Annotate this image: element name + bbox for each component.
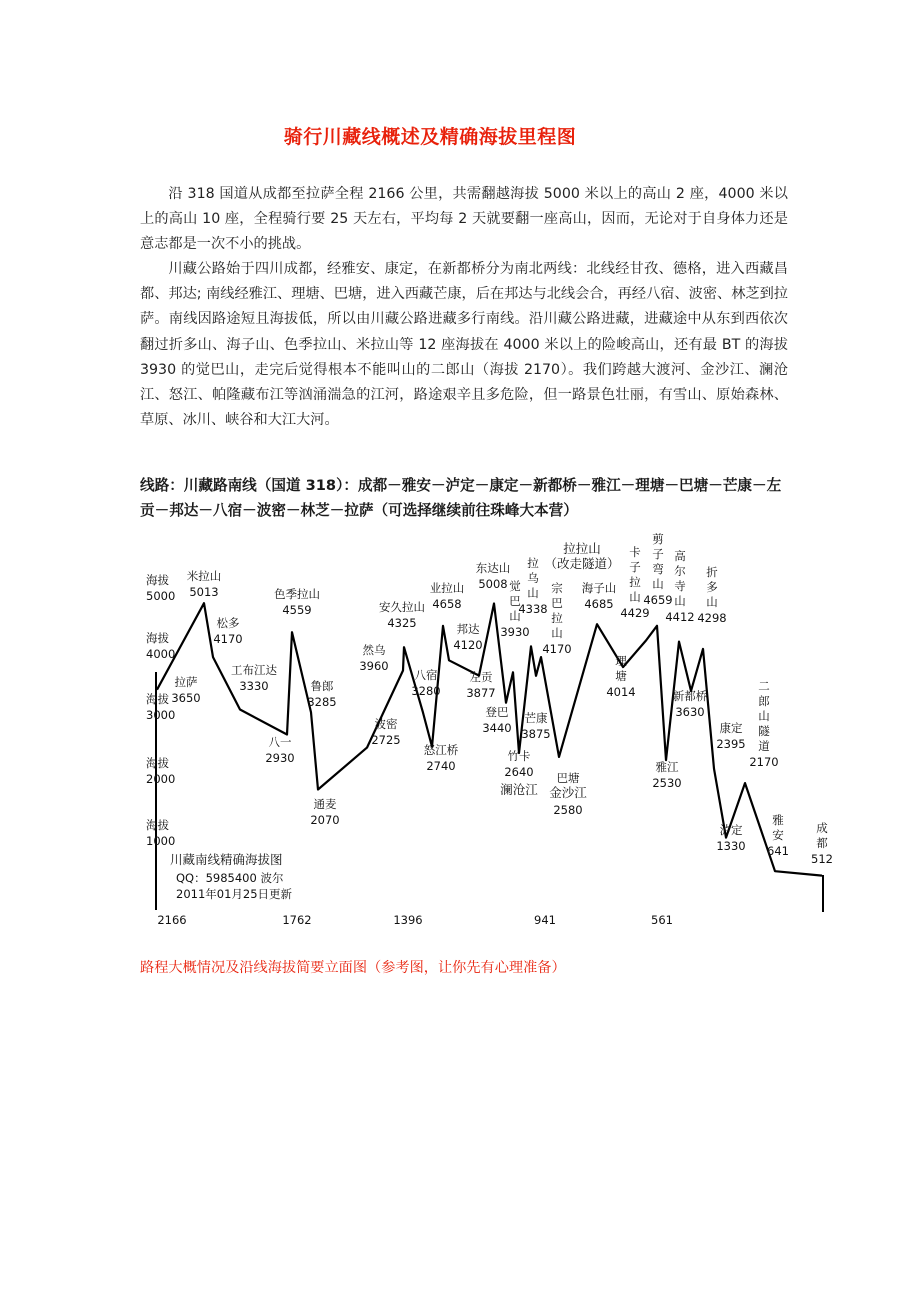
point-elevation: 3877 [466, 686, 496, 700]
point-label-bayi [265, 735, 294, 765]
point-label-ranwu [359, 643, 388, 673]
point-elevation: 2740 [426, 759, 456, 773]
point-name-char: 巴 [509, 594, 521, 608]
point-elevation: 5008 [478, 577, 508, 591]
point-elevation: 5013 [189, 585, 219, 599]
point-name-char: 拉 [527, 556, 539, 570]
batang-elevation: 2580 [553, 803, 583, 817]
point-label-lasa [171, 675, 200, 705]
point-elevation: 1330 [716, 839, 746, 853]
vertical-label-kazi [620, 545, 649, 620]
point-elevation: 3960 [359, 659, 389, 673]
x-tick-label: 1396 [393, 913, 423, 927]
point-name-char: 山 [527, 586, 539, 600]
article-body [140, 182, 788, 433]
point-name: 通麦 [313, 797, 337, 811]
point-name-char: 都 [816, 836, 828, 850]
vertical-label-erlang [749, 679, 778, 769]
point-name-char: 子 [652, 547, 664, 561]
point-elevation: 2640 [504, 765, 534, 779]
point-elevation: 4559 [282, 603, 312, 617]
y-tick-label: 海拔 [146, 692, 169, 706]
point-label-mangkang [521, 711, 550, 741]
point-name: 鲁郎 [310, 679, 334, 693]
point-name-char: 乌 [527, 571, 539, 585]
point-elevation: 4429 [620, 606, 650, 620]
annotation-lancangjiang: 澜沧江 [500, 782, 538, 797]
x-tick-label: 2166 [157, 913, 187, 927]
point-name: 芒康 [524, 711, 548, 725]
point-elevation: 2930 [265, 751, 295, 765]
point-elevation: 3930 [500, 625, 530, 639]
point-name: 左贡 [469, 670, 493, 684]
point-name: 波密 [374, 717, 398, 731]
y-tick-label: 海拔 [146, 756, 169, 770]
y-tick-value: 4000 [146, 647, 176, 661]
point-name: 然乌 [362, 643, 386, 657]
point-name-char: 巴 [551, 596, 563, 610]
y-tick-label: 海拔 [146, 631, 169, 645]
point-label-luding [716, 823, 745, 853]
point-name: 东达山 [475, 561, 511, 575]
y-tick-value: 1000 [146, 834, 176, 848]
point-label-batang [557, 771, 580, 785]
vertical-label-litang [606, 654, 635, 699]
y-axis-ticks [146, 573, 175, 848]
point-label-nujiang [424, 743, 459, 773]
point-label-bomi [371, 717, 400, 747]
point-name-char: 二 [758, 679, 770, 693]
point-name: 登巴 [485, 705, 509, 719]
point-elevation: 2395 [716, 737, 746, 751]
paragraph-route-detail: 川藏公路始于四川成都，经雅安、康定，在新都桥分为南北两线：北线经甘孜、德格，进入西藏昌都、邦达; 南线经雅江、理塘、巴塘，进入西藏芒康，后在邦达与北线会合，再经八宿、波密、林芝到拉萨。南线因路途短且海拔低，所以由川藏公路进藏多行南线。沿川藏公路进藏，进藏途中从东到西依次翻过折多山、海子山、色季拉山、米拉山等 12 座海拔在 4000 米以上的险峻高山，还有最 BT 的海拔 3930 的觉巴山，走完后觉得根本不能叫山的二郎山（海拔 2170）。我们跨越大渡河、金沙江、澜沧江、怒江、帕隆藏布江等汹涌湍急的江河，路途艰辛且多危险，但一路景色壮丽，有雪山、原始森林、草原、冰川、峡谷和大江大河。 [140, 261, 788, 428]
x-axis-ticks [157, 913, 673, 927]
point-label-yajiang [652, 760, 681, 790]
point-name-char: 寺 [674, 579, 686, 593]
point-name: 泸定 [719, 823, 743, 837]
point-elevation: 3440 [482, 721, 512, 735]
point-elevation: 641 [767, 844, 789, 858]
point-name-char: 雅 [772, 813, 784, 827]
point-name-char: 山 [509, 609, 521, 623]
point-label-songduo [213, 616, 242, 646]
point-elevation: 3875 [521, 727, 551, 741]
point-label-kangding [716, 721, 745, 751]
point-name: 巴塘 [556, 771, 580, 785]
point-name: 拉萨 [174, 675, 198, 689]
point-elevation: 512 [811, 852, 833, 866]
route-summary [140, 473, 790, 523]
point-name-char: 拉 [629, 575, 641, 589]
point-name-char: 多 [706, 580, 718, 594]
point-elevation: 4685 [584, 597, 614, 611]
point-name: 海子山 [581, 581, 617, 595]
point-elevation: 3285 [307, 695, 337, 709]
point-name: 雅江 [655, 760, 679, 774]
point-elevation: 2170 [749, 755, 779, 769]
point-label-gongbu [231, 663, 277, 693]
vertical-label-chengdu [811, 821, 833, 866]
point-name-char: 尔 [674, 564, 686, 578]
elevation-profile-chart [142, 532, 842, 932]
vertical-label-zheduo [697, 565, 726, 625]
vertical-label-yaan [767, 813, 789, 858]
chart-credit-qq: QQ：5985400 波尔 [176, 871, 284, 885]
point-name: 安久拉山 [379, 600, 425, 614]
point-elevation: 2725 [371, 733, 401, 747]
point-name: 松多 [216, 616, 240, 630]
point-label-seji [274, 587, 320, 617]
point-name-char: 卡 [629, 545, 641, 559]
y-tick-value: 2000 [146, 772, 176, 786]
point-name: 八宿 [414, 668, 438, 682]
point-elevation: 4170 [542, 642, 572, 656]
point-name: 邦达 [456, 622, 480, 636]
point-name-char: 山 [652, 577, 664, 591]
point-label-dongda [476, 561, 511, 591]
vertical-label-jianzi [643, 532, 672, 607]
vertical-label-gaoer [665, 549, 694, 624]
point-name-char: 弯 [652, 562, 664, 576]
y-tick-value: 3000 [146, 708, 176, 722]
point-elevation: 3650 [171, 691, 201, 705]
point-elevation: 4298 [697, 611, 727, 625]
y-tick-value: 5000 [146, 589, 176, 603]
point-name-char: 理 [615, 654, 627, 668]
x-tick-label: 941 [534, 913, 556, 927]
point-name-char: 山 [629, 590, 641, 604]
point-name-char: 隧 [758, 724, 770, 738]
point-label-anjiu [379, 600, 425, 630]
point-name: 竹卡 [507, 749, 531, 763]
vertical-point-labels [500, 532, 833, 866]
point-label-milashan [187, 569, 222, 599]
paragraph-overview: 沿 318 国道从成都至拉萨全程 2166 公里，共需翻越海拔 5000 米以上的高山 2 座，4000 米以上的高山 10 座，全程骑行要 25 天左右，平均每 2 天就要翻一座高山，因而，无论对于自身体力还是意志都是一次不小的挑战。 [140, 186, 788, 253]
point-name-char: 山 [706, 595, 718, 609]
point-elevation: 3280 [411, 684, 441, 698]
point-name-char: 道 [758, 739, 770, 753]
point-name-char: 高 [674, 549, 686, 563]
point-name-char: 剪 [652, 532, 664, 546]
point-label-lulang [307, 679, 336, 709]
point-label-zhuka [504, 749, 533, 779]
point-name: 业拉山 [429, 581, 465, 595]
annotation-jinshajiang: 金沙江 [549, 785, 587, 800]
point-name: 色季拉山 [274, 587, 320, 601]
route-stops: 成都－雅安－泸定－康定－新都桥－雅江－理塘－巴塘－芒康－左贡－邦达－八宿－波密－林芝－拉萨（可选择继续前往珠峰大本营） [140, 477, 782, 519]
point-elevation: 4325 [387, 616, 417, 630]
y-tick-label: 海拔 [146, 573, 169, 587]
chart-credit-date: 2011年01月25日更新 [176, 887, 293, 901]
point-label-xinduqiao [673, 689, 708, 719]
point-name-char: 安 [772, 828, 784, 842]
point-name-char: 成 [816, 821, 828, 835]
annotation-lalashan: 拉拉山 [563, 541, 601, 556]
route-label: 线路：川藏路南线（国道 318）： [140, 477, 358, 494]
point-label-haizi [582, 581, 617, 611]
point-name: 新都桥 [672, 689, 708, 703]
point-elevation: 4659 [643, 593, 673, 607]
x-tick-label: 561 [651, 913, 673, 927]
point-elevation: 2530 [652, 776, 682, 790]
point-name-char: 山 [551, 626, 563, 640]
point-elevation: 4338 [518, 602, 548, 616]
point-name-char: 子 [629, 560, 641, 574]
point-name-char: 塘 [615, 669, 627, 683]
point-name: 八一 [268, 735, 292, 749]
point-elevation: 4658 [432, 597, 462, 611]
annotation-tunnel: （改走隧道） [544, 556, 620, 571]
point-elevation: 3330 [239, 679, 269, 693]
point-elevation: 4170 [213, 632, 243, 646]
chart-title: 川藏南线精确海拔图 [170, 852, 283, 867]
vertical-label-lawu [518, 556, 547, 616]
point-name-char: 拉 [551, 611, 563, 625]
point-label-basu [411, 668, 440, 698]
point-elevation: 2070 [310, 813, 340, 827]
y-tick-label: 海拔 [146, 818, 169, 832]
point-elevation: 4412 [665, 610, 695, 624]
point-name: 康定 [719, 721, 743, 735]
x-tick-label: 1762 [282, 913, 312, 927]
point-name-char: 宗 [551, 581, 563, 595]
document-title: 骑行川藏线概述及精确海拔里程图 [283, 126, 577, 148]
point-elevation: 3630 [675, 705, 705, 719]
point-label-zuogong [466, 670, 495, 700]
point-label-dengba [482, 705, 511, 735]
point-name-char: 觉 [509, 579, 521, 593]
point-label-tongmai [310, 797, 339, 827]
point-name: 米拉山 [186, 569, 222, 583]
point-name: 工布江达 [231, 663, 277, 677]
point-label-yela [430, 581, 465, 611]
point-name-char: 折 [706, 565, 718, 579]
chart-caption: 路程大概情况及沿线海拔简要立面图（参考图，让你先有心理准备） [140, 960, 566, 976]
point-elevation: 4120 [453, 638, 483, 652]
point-elevation: 4014 [606, 685, 636, 699]
point-label-bangda [453, 622, 482, 652]
point-name-char: 山 [674, 594, 686, 608]
point-name: 怒江桥 [423, 743, 459, 757]
point-name-char: 山 [758, 709, 770, 723]
vertical-label-zongba [542, 581, 571, 656]
point-name-char: 郎 [758, 694, 770, 708]
